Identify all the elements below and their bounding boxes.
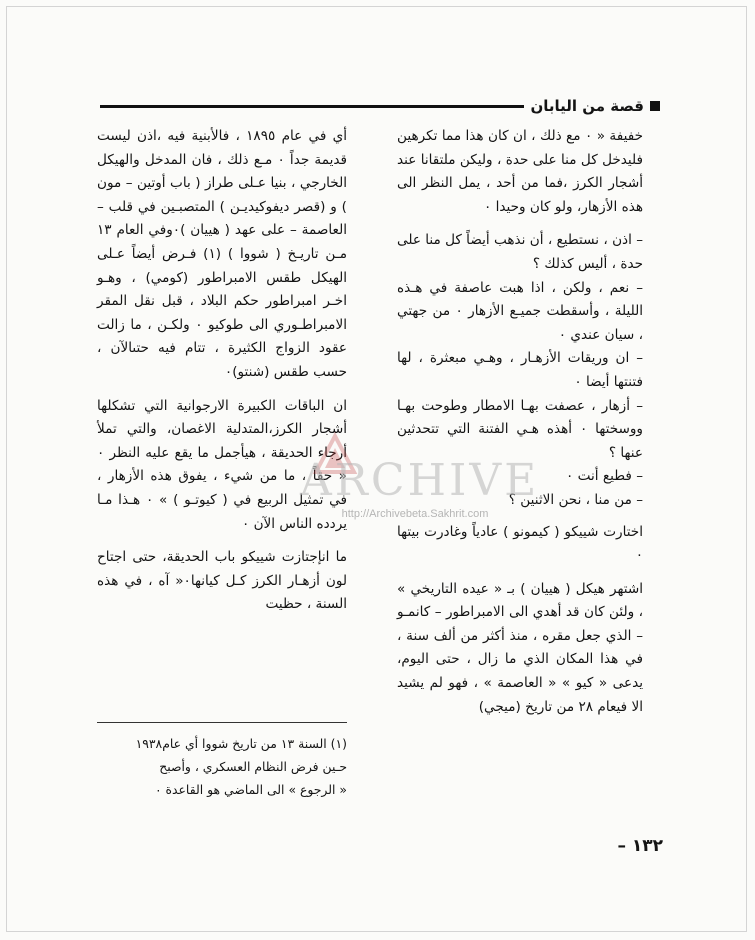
footnote-line: « الرجوع » الى الماضي هو القاعدة ٠	[154, 782, 347, 797]
footnote-line: (١) السنة ١٣ من تاريخ شووا أي عام١٩٣٨	[135, 736, 347, 751]
paragraph: اختارت شييكو ( كيمونو ) عادياً وغادرت بيتها ٠	[397, 523, 643, 564]
paragraph: – فطيع أنت ٠	[566, 468, 643, 485]
paragraph: – ان وريقات الأزهـار ، وهـي مبعثرة ، لها فتنتها أيضا ٠	[397, 350, 643, 390]
paragraph: ان الباقات الكبيرة الارجوانية التي تشكلها أشجار الكرز،المتدلية الاغصان، والتي تملأ أرجاء الحديقة ، هيأجمل ما يقع عليه النظر ٠ « حقاً ، ما من شيء ، يفوق هذه الأزهار ، في تمثيل الربيع في ( كيوتـو ) » ٠ هـذا مـا يردده الناس الآن ٠	[97, 397, 347, 532]
footnote-divider	[97, 722, 347, 723]
paragraph: – من منا ، نحن الاثنين ؟	[508, 491, 643, 508]
right-column	[397, 125, 643, 719]
paragraph: – أزهار ، عصفت بهـا الامطار وطوحت بهـا ووسختها ٠ أهذه هـي الفتنة التي تتحدثين عنها ؟	[397, 397, 643, 461]
running-header	[100, 95, 660, 117]
header-rule	[100, 105, 524, 108]
watermark-text: ARCHIVE	[300, 455, 540, 506]
header-title: قصة من اليابان	[530, 97, 644, 115]
footnotes	[97, 732, 347, 801]
watermark-logo-icon	[312, 432, 358, 478]
header-square-bullet	[650, 101, 660, 111]
page-number: ١٣٢ –	[617, 836, 663, 856]
paragraph: – نعم ، ولكن ، اذا هبت عاصفة في هـذه الليلة ، وأسقطت جميـع الأزهار ٠ من جهتي ، سيان عندي ٠	[397, 279, 644, 343]
watermark-url: http://Archivebeta.Sakhrit.com	[341, 508, 489, 520]
paragraph: اشتهر هيكل ( هييان ) بـ « عيده التاريخي » ، ولئن كان قد أهدي الى الامبراطور – كانمـو – الذي جعل مقره ، منذ أكثر من ألف سنة ، في هذا المكان الذي ما زال ، حتى اليوم، يدعى « كيو » « العاصمة » ، فهو لم يشيد الا فيعام ٢٨ من تاريخ (ميجي)	[397, 580, 643, 715]
paragraph: – اذن ، نستطيع ، أن نذهب أيضاً كل منا على حدة ، أليس كذلك ؟	[396, 232, 643, 272]
paragraph: أي في عام ١٨٩٥ ، فالأبنية فيه ،اذن ليست قديمة جداً ٠ مـع ذلك ، فان المدخل والهيكل الخارجي ، بنيا عـلى طراز ( باب أوتين – مون ) و (قصر ديفوكيديـن ) المتصبـين في قلب – العاصمة – على عهد ( هييان )٠وفي العام ١٣ مـن تاريـخ ( شووا ) (١) فـرض أيضاً عـلى الهيكل طقس الامبراطور (كومي) ، وهـو اخـر امبراطور حكم البلاد ، قبل نقل المقر الامبراطـوري الى طوكيو ٠ ولكـن ، ما زالت عقود الزواج الكثيرة ، تتام فيه حتىالآن ، حسب طقس (شنتو)٠	[97, 128, 347, 380]
left-column	[97, 125, 347, 617]
footnote-line: حـين فرض النظام العسكري ، وأصبح	[159, 759, 347, 774]
paragraph: خفيفة « ٠ مع ذلك ، ان كان هذا مما تكرهين فليدخل كل منا على حدة ، وليكن ملتقانا عند أشجار الكرز ،فما من أحد ، يمل النظر الى هذه الأزهار، ولو كان وحيدا ٠	[397, 128, 643, 215]
paragraph: ما انإجتازت شييكو باب الحديقة، حتى اجتاح لون أزهـار الكرز كـل كيانها٠« آه ، في هذه السنة ، حظيت	[97, 549, 347, 613]
